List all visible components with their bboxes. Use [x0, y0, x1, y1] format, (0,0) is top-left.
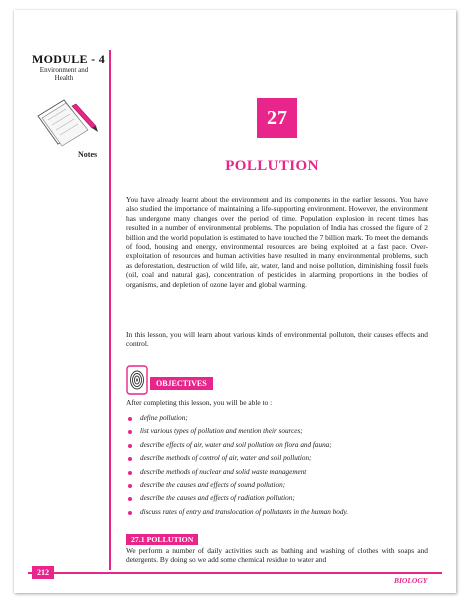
objective-text: describe effects of air, water and soil pollution on flora and fauna; — [140, 440, 332, 449]
objective-text: discuss rates of entry and translocation of pollutants in the human body. — [140, 507, 349, 516]
bullet-icon — [128, 417, 132, 421]
objective-text: describe the causes and effects of radiation pollution; — [140, 494, 295, 503]
objective-text: define pollution; — [140, 414, 188, 422]
footer-subject: BIOLOGY — [394, 576, 428, 585]
notes-label: Notes — [78, 150, 98, 159]
objective-text: describe methods of control of air, water and soil pollution; — [140, 454, 312, 463]
module-title: MODULE - 4 — [32, 52, 105, 66]
notes-illustration-icon — [34, 92, 104, 152]
bullet-icon — [128, 497, 132, 501]
objective-item — [126, 439, 428, 452]
section-heading: 27.1 POLLUTION — [126, 534, 198, 545]
objective-text: describe the causes and effects of sound pollution; — [140, 480, 286, 489]
objectives-intro: After completing this lesson, you will be able to : — [126, 398, 273, 407]
page — [14, 10, 456, 593]
section-paragraph: We perform a number of daily activities such as bathing and washing of clothes with soaps and detergents. By doing so we add some chemical residue to water and — [126, 546, 428, 565]
objectives-fingerprint-icon — [126, 365, 148, 395]
objective-text: describe methods of nuclear and solid waste management — [140, 467, 307, 476]
objective-item — [126, 479, 428, 492]
objective-item — [126, 425, 428, 438]
margin-rule — [109, 50, 111, 570]
objectives-list — [126, 412, 428, 519]
chapter-title: POLLUTION — [225, 158, 319, 174]
objective-item — [126, 412, 428, 425]
intro-paragraph-2: In this lesson, you will learn about various kinds of environmental polluton, their causes effects and control. — [126, 330, 428, 349]
objectives-label: OBJECTIVES — [150, 377, 213, 390]
bullet-icon — [128, 430, 132, 434]
objective-item — [126, 506, 428, 519]
module-subtitle-line1: Environment and — [39, 66, 89, 74]
bullet-icon — [128, 444, 132, 448]
bullet-icon — [128, 457, 132, 461]
intro-paragraph: You have already learnt about the environment and its components in the earlier lessons. You have also studied the importance of maintaining a life-supporting environment. However, the environment has undergone many changes over the period of time. Population explosion in recent times has resulted in a number of environmental problems. The population of India has crossed the figure of 2 billion and the world population is estimated to have touched the 7 billion mark. To meet the demands of food, housing and energy, environmental resources are being exploited at a fast pace. Over-exploitation of resources and human activities have resulted in many environmental problems, such as deforestation, destruction of wild life, air, water, land and noise pollution, diminishing fossil fuels (oil, coal and natural gas), concentration of pesticides in alarming proportions in the bodies of organisms, and depletion of ozone layer and global warming. — [126, 195, 428, 289]
footer-rule — [28, 572, 442, 574]
chapter-number: 27 — [257, 98, 297, 138]
objective-text: list various types of pollution and mention their sources; — [140, 427, 303, 436]
module-subtitle-line2: Health — [54, 74, 74, 82]
bullet-icon — [128, 511, 132, 515]
objective-item — [126, 452, 428, 465]
bullet-icon — [128, 471, 132, 475]
objective-item — [126, 466, 428, 479]
page-number: 212 — [32, 566, 54, 579]
module-subtitle — [24, 66, 104, 82]
objective-item — [126, 492, 428, 505]
bullet-icon — [128, 484, 132, 488]
